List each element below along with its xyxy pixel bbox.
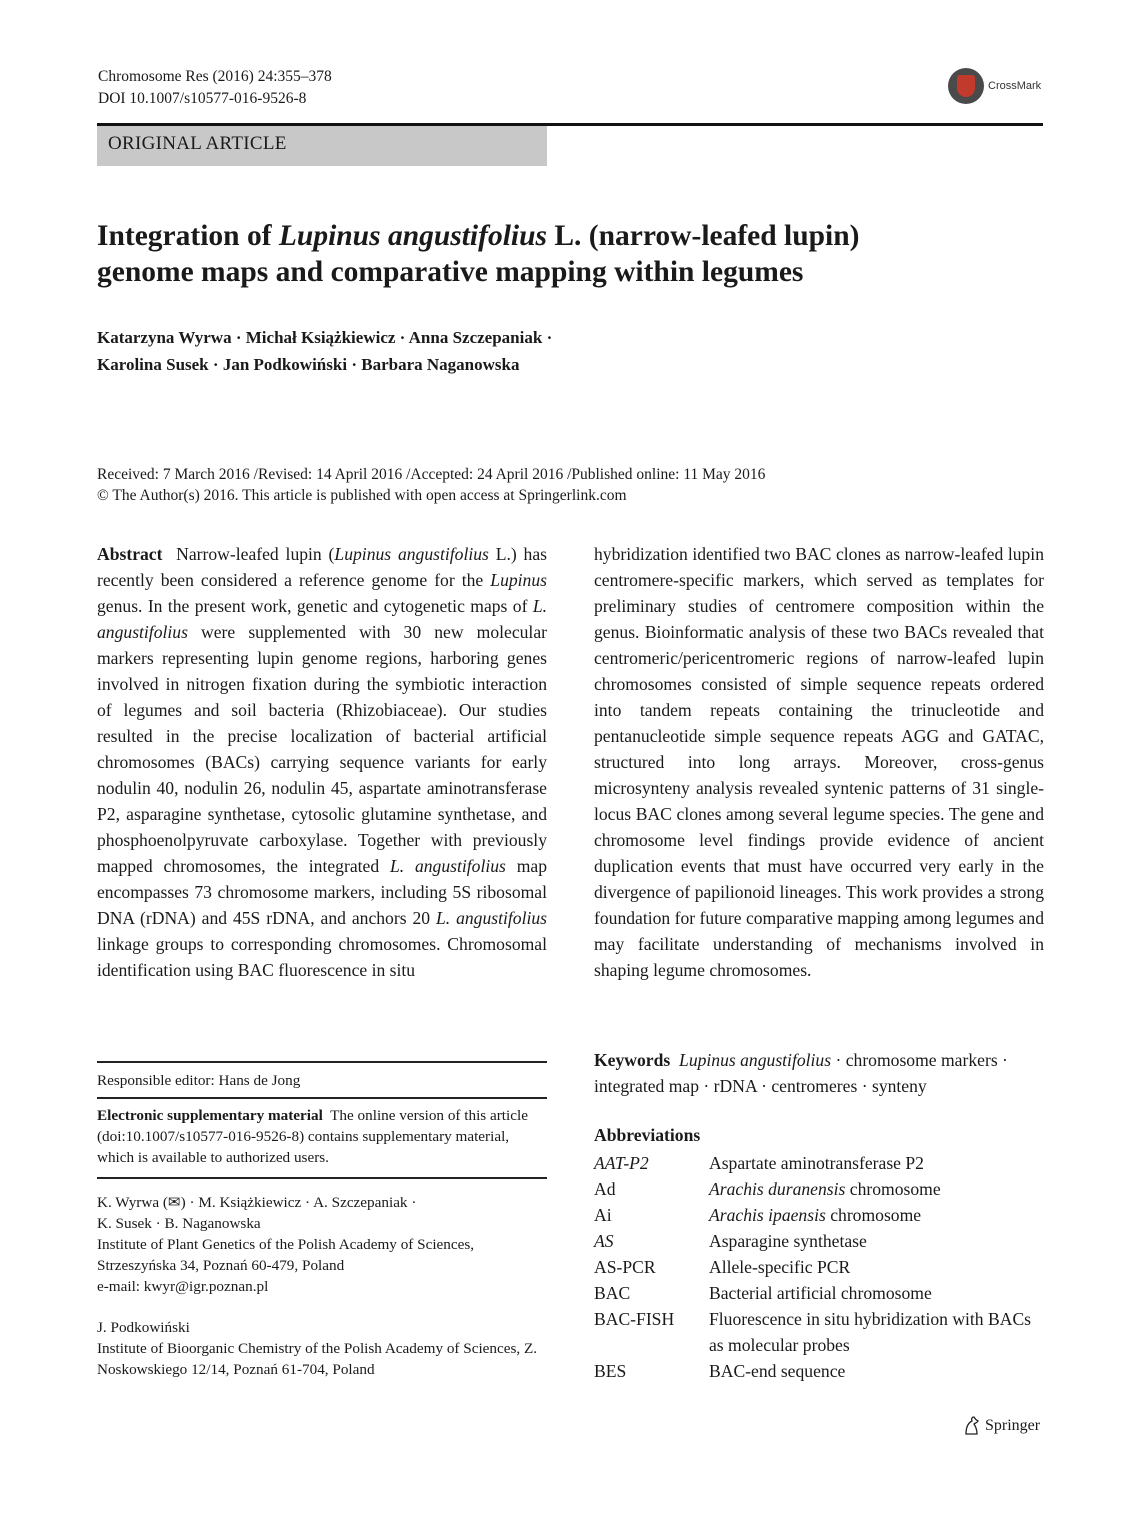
abstract-label: Abstract [97, 544, 163, 564]
abbreviation-term: Ai [594, 1205, 612, 1225]
abbreviation-row [594, 1150, 1044, 1176]
abbreviation-row [594, 1176, 1044, 1202]
abbreviations-title: Abbreviations [594, 1125, 701, 1145]
abbreviation-row [594, 1202, 1044, 1228]
author-line-2: Karolina Susek · Jan Podkowiński · Barbara Naganowska [97, 355, 520, 374]
abbreviation-row [594, 1306, 1044, 1358]
copyright-line: © The Author(s) 2016. This article is published with open access at Springerlink.com [97, 487, 627, 504]
author: Katarzyna Wyrwa [97, 328, 232, 347]
author: Barbara Naganowska [361, 355, 520, 374]
abbreviation-definition: Arachis ipaensis chromosome [709, 1205, 922, 1225]
abbreviation-term: BAC [594, 1283, 631, 1303]
footnote-rule [97, 1061, 547, 1063]
article-title: Integration of Lupinus angustifolius L. (narrow-leafed lupin) genome maps and comparative mapping within legumes [97, 220, 860, 288]
abbreviation-definition: Bacterial artificial chromosome [709, 1283, 932, 1303]
springer-horse-icon [963, 1416, 981, 1436]
article-type: ORIGINAL ARTICLE [108, 133, 287, 154]
date-line: Received: 7 March 2016 /Revised: 14 April 2016 /Accepted: 24 April 2016 /Published online: 11 May 2016 [97, 466, 766, 483]
abstract-right: hybridization identified two BAC clones as narrow-leafed lupin centromere-specific markers, which served as templates for preliminary studies of centromere composition within the genus. Bioinformatic analysis of these two BACs revealed that centromeric/pericentromeric regions of narrow-leafed lupin chromosomes consisted of simple sequence repeats ordered into tandem repeats containing the trinucleotide and pentanucleotide simple sequence repeats AGG and GATAC, structured into long arrays. Moreover, cross-genus microsynteny analysis revealed syntenic patterns of 31 single-locus BAC clones among several legume species. The gene and chromosome level findings provide evidence of ancient duplication events that must have occurred very early in the divergence of papilionoid lineages. This work provides a strong foundation for future comparative mapping among legumes and may facilitate understanding of mechanisms involved in shaping legume chromosomes. [594, 544, 1044, 980]
abbreviation-row [594, 1254, 1044, 1280]
copyright-icon: © [97, 487, 109, 504]
abbreviation-definition: Arachis duranensis chromosome [709, 1179, 941, 1199]
author: Michał Książkiewicz [245, 328, 396, 347]
publisher-name: Springer [985, 1417, 1041, 1434]
publisher-logo [963, 1416, 1040, 1436]
publication-dates [97, 464, 1043, 506]
abbreviation-definition: BAC-end sequence [709, 1361, 846, 1381]
abbreviation-term: BES [594, 1361, 627, 1381]
abbreviation-row [594, 1228, 1044, 1254]
affiliation-2: J. Podkowiński Institute of Bioorganic Chemistry of the Polish Academy of Sciences, Z. Noskowskiego 12/14, Poznań 61-704, Poland [97, 1319, 538, 1378]
footnote-rule [97, 1097, 547, 1099]
abbreviation-term: Ad [594, 1179, 616, 1199]
author-line-1: Katarzyna Wyrwa · Michał Książkiewicz · Anna Szczepaniak · [97, 328, 553, 347]
journal-header [98, 66, 332, 110]
abbreviations-table [594, 1150, 1044, 1384]
crossmark-label: CrossMark [988, 80, 1042, 92]
crossmark-badge[interactable] [948, 68, 1041, 104]
author: Karolina Susek [97, 355, 209, 374]
abbreviation-term: AS [594, 1231, 614, 1251]
author: Jan Podkowiński [222, 355, 348, 374]
crossmark-icon [948, 68, 984, 104]
abbreviation-definition: Asparagine synthetase [709, 1231, 867, 1251]
abbreviation-definition: Fluorescence in situ hybridization with BACs as molecular probes [709, 1309, 1032, 1355]
abstract-left: Abstract Narrow-leafed lupin (Lupinus angustifolius L.) has recently been considered a reference genome for the Lupinus genus. In the present work, genetic and cytogenetic maps of L. angustifolius were supplemented with 30 new molecular markers representing lupin genome regions, harboring genes involved in nitrogen fixation during the symbiotic interaction of legumes and soil bacteria (Rhizobiaceae). Our studies resulted in the precise localization of bacterial artificial chromosomes (BACs) carrying sequence variants for early nodulin 40, nodulin 26, nodulin 45, aspartate aminotransferase P2, asparagine synthetase, cytosolic glutamine synthetase, and phosphoenolpyruvate carboxylase. Together with previously mapped chromosomes, the integrated L. angustifolius map encompasses 73 chromosome markers, including 5S ribosomal DNA (rDNA) and 45S rDNA, and anchors 20 L. angustifolius linkage groups to corresponding chromosomes. Chromosomal identification using BAC fluorescence in situ [97, 544, 548, 980]
abbreviations-list [594, 1150, 1044, 1384]
footnote-rule [97, 1177, 547, 1179]
keywords: Keywords Lupinus angustifolius · chromosome markers · integrated map · rDNA · centromeres · synteny [594, 1050, 1008, 1096]
journal-citation: Chromosome Res (2016) 24:355–378 [98, 68, 332, 85]
abbreviation-term: AS-PCR [594, 1257, 656, 1277]
abbreviation-definition: Aspartate aminotransferase P2 [709, 1153, 924, 1173]
esm-note: Electronic supplementary material The online version of this article (doi:10.1007/s10577-016-9526-8) contains supplementary material, which is available to authorized users. [97, 1107, 528, 1166]
abbreviation-term: BAC-FISH [594, 1309, 675, 1329]
abbreviation-row [594, 1280, 1044, 1306]
abbreviation-term: AAT-P2 [594, 1153, 649, 1173]
author-list [97, 324, 1043, 378]
author: Anna Szczepaniak [408, 328, 543, 347]
email-link[interactable]: e-mail: kwyr@igr.poznan.pl [97, 1278, 269, 1295]
abbreviation-definition: Allele-specific PCR [709, 1257, 851, 1277]
affiliation-1: K. Wyrwa (✉) · M. Książkiewicz · A. Szczepaniak · K. Susek · B. Naganowska Institute of Plant Genetics of the Polish Academy of Sciences, Strzeszyńska 34, Poznań 60-479, Poland e-mail: kwyr@igr.poznan.pl [97, 1192, 547, 1297]
keywords-label: Keywords [594, 1050, 671, 1070]
doi: DOI 10.1007/s10577-016-9526-8 [98, 90, 307, 107]
abbreviation-row [594, 1358, 1044, 1384]
responsible-editor: Responsible editor: Hans de Jong [97, 1072, 301, 1089]
